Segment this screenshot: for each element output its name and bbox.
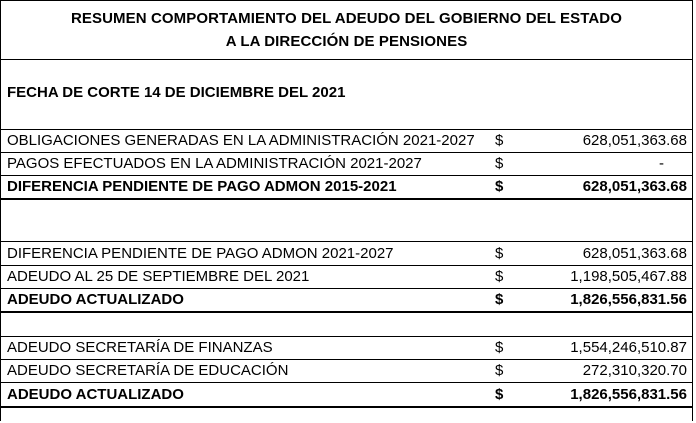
currency-symbol: $ bbox=[495, 339, 504, 356]
table-row bbox=[1, 152, 692, 175]
cutoff-date: FECHA DE CORTE 14 DE DICIEMBRE DEL 2021 bbox=[7, 84, 346, 101]
currency-symbol: $ bbox=[495, 178, 504, 195]
row-amount: 1,198,505,467.88 bbox=[570, 268, 687, 285]
currency-symbol: $ bbox=[495, 132, 504, 149]
currency-symbol: $ bbox=[495, 155, 504, 172]
table-row bbox=[1, 265, 692, 288]
row-amount: 272,310,320.70 bbox=[582, 362, 687, 379]
row-label: OBLIGACIONES GENERADAS EN LA ADMINISTRACIÓN 2021-2027 bbox=[7, 132, 475, 149]
section2-bottom-border bbox=[1, 311, 692, 313]
table-row-total bbox=[1, 175, 692, 198]
row-label: ADEUDO SECRETARÍA DE EDUCACIÓN bbox=[7, 362, 289, 379]
row-amount: 1,554,246,510.87 bbox=[570, 339, 687, 356]
row-amount: 1,826,556,831.56 bbox=[570, 386, 687, 403]
row-amount: 1,826,556,831.56 bbox=[570, 291, 687, 308]
row-label: ADEUDO SECRETARÍA DE FINANZAS bbox=[7, 339, 273, 356]
row-label: ADEUDO ACTUALIZADO bbox=[7, 386, 184, 403]
row-amount: 628,051,363.68 bbox=[582, 132, 687, 149]
title-line-2: A LA DIRECCIÓN DE PENSIONES bbox=[225, 33, 468, 50]
currency-symbol: $ bbox=[495, 245, 504, 262]
top-border bbox=[1, 0, 692, 1]
row-amount: 628,051,363.68 bbox=[582, 245, 687, 262]
section3-bottom-border bbox=[1, 406, 692, 408]
row-label: DIFERENCIA PENDIENTE DE PAGO ADMON 2021-2027 bbox=[7, 245, 394, 262]
currency-symbol: $ bbox=[495, 362, 504, 379]
row-label: PAGOS EFECTUADOS EN LA ADMINISTRACIÓN 2021-2027 bbox=[7, 155, 422, 172]
currency-symbol: $ bbox=[495, 386, 504, 403]
title-divider bbox=[1, 59, 692, 60]
table-row bbox=[1, 129, 692, 152]
row-label: ADEUDO ACTUALIZADO bbox=[7, 291, 184, 308]
table-row bbox=[1, 242, 692, 265]
currency-symbol: $ bbox=[495, 291, 504, 308]
row-amount: 628,051,363.68 bbox=[582, 178, 687, 195]
row-label: ADEUDO AL 25 DE SEPTIEMBRE DEL 2021 bbox=[7, 268, 310, 285]
table-row-total bbox=[1, 383, 692, 406]
table-row bbox=[1, 336, 692, 359]
row-label: DIFERENCIA PENDIENTE DE PAGO ADMON 2015-2021 bbox=[7, 178, 397, 195]
section1-bottom-border bbox=[1, 198, 692, 200]
title-line-1: RESUMEN COMPORTAMIENTO DEL ADEUDO DEL GOBIERNO DEL ESTADO bbox=[70, 10, 623, 27]
currency-symbol: $ bbox=[495, 268, 504, 285]
table-row-total bbox=[1, 288, 692, 311]
row-amount: - bbox=[659, 155, 664, 172]
table-row bbox=[1, 359, 692, 382]
